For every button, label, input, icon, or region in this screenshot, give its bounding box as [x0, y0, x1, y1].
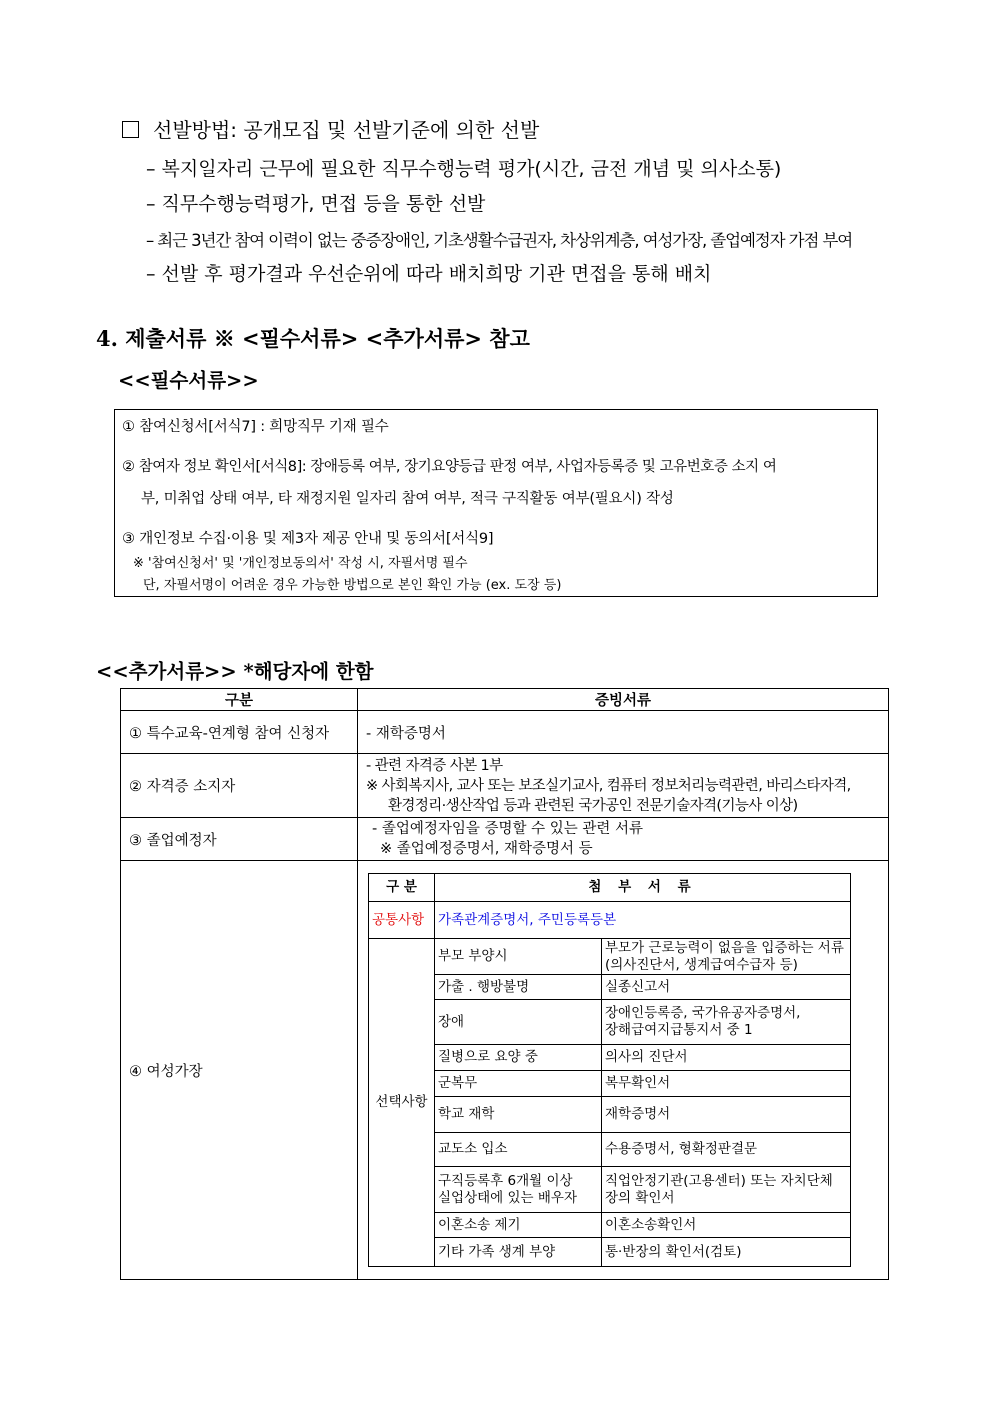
- row-category: ③ 졸업예정자: [121, 818, 358, 861]
- case-docs: 의사의 진단서: [602, 1045, 851, 1071]
- optional-label: 선택사항: [369, 939, 435, 1267]
- row-docs: - 재학증명서: [358, 711, 889, 754]
- row-category: ② 자격증 소지자: [121, 754, 358, 818]
- case-label: 이혼소송 제기: [435, 1213, 602, 1238]
- case-label: 기타 가족 생계 부양: [435, 1238, 602, 1267]
- required-item-continued: 부, 미취업 상태 여부, 타 재정지원 일자리 참여 여부, 적극 구직활동 여부(필요시) 작성: [141, 491, 674, 507]
- row-docs: [358, 861, 889, 1280]
- case-docs: 이혼소송확인서: [602, 1213, 851, 1238]
- case-docs: 부모가 근로능력이 없음을 입증하는 서류 (의사진단서, 생계급여수급자 등): [602, 939, 851, 975]
- case-docs: 실종신고서: [602, 975, 851, 1000]
- required-note: ※ '참여신청서' 및 '개인정보동의서' 작성 시, 자필서명 필수: [133, 556, 468, 571]
- table-row: [121, 861, 889, 1280]
- common-label: 공통사항: [369, 902, 435, 939]
- required-note: 단, 자필서명이 어려운 경우 가능한 방법으로 본인 확인 가능 (ex. 도장 등): [143, 578, 562, 593]
- table-row: [121, 754, 889, 818]
- checkbox-square-icon: [122, 121, 139, 138]
- required-docs-box: [114, 409, 878, 597]
- case-docs: 복무확인서: [602, 1071, 851, 1097]
- selection-item: – 최근 3년간 참여 이력이 없는 중증장애인, 기초생활수급권자, 차상위계층, 여성가장, 졸업예정자 가점 부여: [146, 231, 853, 250]
- row-docs: - 관련 자격증 사본 1부 ※ 사회복지사, 교사 또는 보조실기교사, 컴퓨터 정보처리능력관련, 바리스타자격, 환경정리·생산작업 등과 관련된 국가공인 전문기술자격(기능사 이상): [358, 754, 889, 818]
- table-header: 구분: [121, 689, 358, 711]
- case-docs: 통·반장의 확인서(검토): [602, 1238, 851, 1267]
- case-label: 가출 . 행방불명: [435, 975, 602, 1000]
- case-docs: 장애인등록증, 국가유공자증명서, 장해급여지급통지서 중 1: [602, 1000, 851, 1045]
- case-label: 구직등록후 6개월 이상 실업상태에 있는 배우자: [435, 1167, 602, 1213]
- common-docs: 가족관계증명서, 주민등록등본: [435, 902, 851, 939]
- inner-header: 첨 부 서 류: [435, 874, 851, 902]
- selection-item: – 직무수행능력평가, 면접 등을 통한 선발: [146, 193, 486, 215]
- row-category: ④ 여성가장: [121, 861, 358, 1280]
- additional-docs-table: [120, 688, 889, 1280]
- case-label: 부모 부양시: [435, 939, 602, 975]
- required-item: ③ 개인정보 수집·이용 및 제3자 제공 안내 및 동의서[서식9]: [122, 531, 494, 547]
- selection-item: – 선발 후 평가결과 우선순위에 따라 배치희망 기관 면접을 통해 배치: [146, 263, 712, 285]
- selection-title: 선발방법: 공개모집 및 선발기준에 의한 선발: [122, 114, 539, 143]
- required-docs-title: <<필수서류>>: [118, 369, 259, 392]
- case-label: 군복무: [435, 1071, 602, 1097]
- selection-item: – 복지일자리 근무에 필요한 직무수행능력 평가(시간, 금전 개념 및 의사소통): [146, 158, 782, 180]
- female-head-docs-table: [368, 873, 851, 1267]
- case-label: 학교 재학: [435, 1097, 602, 1133]
- case-label: 장애: [435, 1000, 602, 1045]
- case-docs: 수용증명서, 형확정판결문: [602, 1133, 851, 1167]
- case-docs: 직업안정기관(고용센터) 또는 자치단체 장의 확인서: [602, 1167, 851, 1213]
- inner-header: 구 분: [369, 874, 435, 902]
- required-item: ① 참여신청서[서식7] : 희망직무 기재 필수: [122, 419, 389, 435]
- table-row: [121, 711, 889, 754]
- required-item: ② 참여자 정보 확인서[서식8]: 장애등록 여부, 장기요양등급 판정 여부, 사업자등록증 및 고유번호증 소지 여: [122, 459, 777, 475]
- section-heading: 4. 제출서류 ※ <필수서류> <추가서류> 참고: [96, 326, 530, 351]
- table-row: [121, 818, 889, 861]
- table-header: 증빙서류: [358, 689, 889, 711]
- case-docs: 재학증명서: [602, 1097, 851, 1133]
- case-label: 교도소 입소: [435, 1133, 602, 1167]
- case-label: 질병으로 요양 중: [435, 1045, 602, 1071]
- row-category: ① 특수교육-연계형 참여 신청자: [121, 711, 358, 754]
- additional-docs-title: <<추가서류>> *해당자에 한함: [96, 660, 374, 683]
- row-docs: - 졸업예정자임을 증명할 수 있는 관련 서류 ※ 졸업예정증명서, 재학증명서 등: [358, 818, 889, 861]
